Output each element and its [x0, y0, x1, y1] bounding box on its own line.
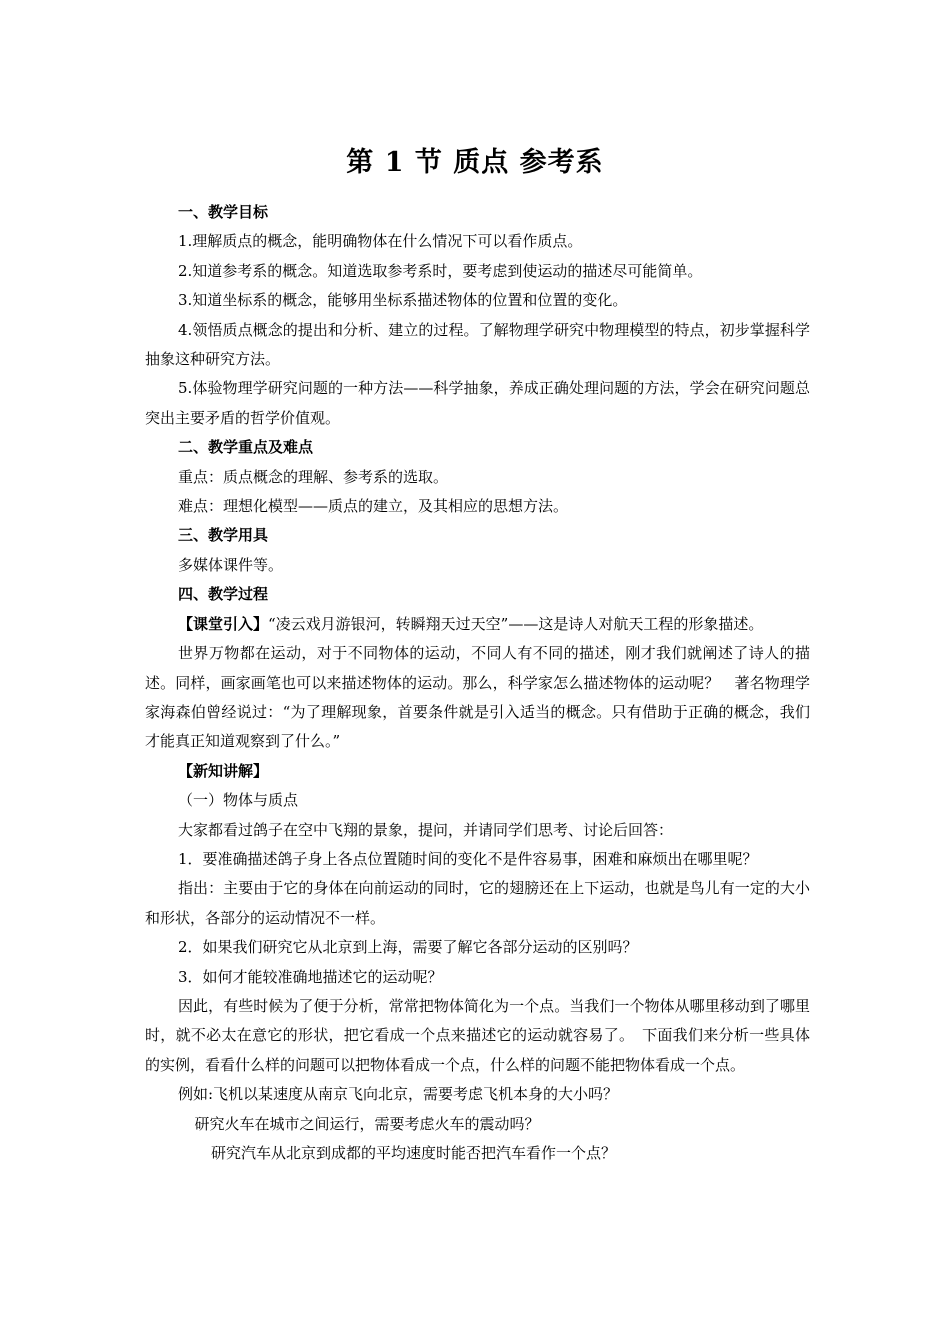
new-knowledge-label: 【新知讲解】 [178, 761, 269, 780]
page-title: 第 1 节 质点 参考系 [346, 147, 604, 178]
goal-item: 2.知道参考系的概念。知道选取参考系时，要考虑到使运动的描述尽可能简单。 [178, 261, 703, 280]
goals-heading: 一、教学目标 [178, 203, 269, 221]
example-item: 研究汽车从北京到成都的平均速度时能否把汽车看作一个点？ [211, 1144, 617, 1162]
difficult-point: 难点：理想化模型——质点的建立，及其相应的思想方法。 [178, 497, 569, 516]
paragraph: 世界万物都在运动，对于不同物体的运动，不同人有不同的描述，刚才我们就阐述了诗人的描述。同样，画家画笔也可以来描述物体的运动。那么，科学家怎么描述物体的运动呢？ 著名物理学家海森伯曾经说过：“为了理解现象，首要条件就是引入适当的概念。只有借助于正确的概念，我们才能真正知道观察到了什么。” [145, 644, 810, 751]
question-intro: 大家都看过鸽子在空中飞翔的景象，提问，并请同学们思考、讨论后回答： [178, 820, 674, 839]
key-point: 重点：质点概念的理解、参考系的选取。 [178, 467, 449, 486]
intro-paragraph [145, 610, 810, 639]
goal-item: 1.理解质点的概念，能明确物体在什么情况下可以看作质点。 [178, 232, 583, 251]
goal-item: 3.知道坐标系的概念，能够用坐标系描述物体的位置和位置的变化。 [178, 291, 628, 310]
paragraph: 因此，有些时候为了便于分析，常常把物体简化为一个点。当我们一个物体从哪里移动到了哪里时，就不必太在意它的形状，把它看成一个点来描述它的运动就容易了。 下面我们来分析一些具体的实例，看看什么样的问题可以把物体看成一个点，什么样的问题不能把物体看成一个点。 [145, 996, 810, 1074]
intro-text: “凌云戏月游银河，转瞬翔天过天空”——这是诗人对航天工程的形象描述。 [268, 614, 764, 633]
example-item: 研究火车在城市之间运行，需要考虑火车的震动吗？ [194, 1114, 540, 1133]
subsection-heading: （一）物体与质点 [178, 791, 299, 810]
goal-item: 4.领悟质点概念的提出和分析、建立的过程。了解物理学研究中物理模型的特点，初步掌握科学抽象这种研究方法。 [145, 320, 810, 369]
goal-item: 5.体验物理学研究问题的一种方法——科学抽象，养成正确处理问题的方法，学会在研究问题总突出主要矛盾的哲学价值观。 [145, 379, 810, 427]
question-item: 2．如果我们研究它从北京到上海，需要了解它各部分运动的区别吗？ [178, 938, 638, 957]
key-points-heading: 二、教学重点及难点 [178, 438, 314, 457]
example-item: 例如:飞机以某速度从南京飞向北京，需要考虑飞机本身的大小吗？ [178, 1085, 619, 1104]
question-item: 1．要准确描述鸽子身上各点位置随时间的变化不是件容易事，困难和麻烦出在哪里呢？ [178, 849, 758, 868]
intro-label: 【课堂引入】 [178, 614, 269, 633]
question-item: 3．如何才能较准确地描述它的运动呢？ [178, 967, 443, 986]
answer-text: 指出：主要由于它的身体在向前运动的同时，它的翅膀还在上下运动，也就是鸟儿有一定的大小和形状，各部分的运动情况不一样。 [145, 879, 810, 927]
document-body [145, 198, 810, 1168]
process-heading: 四、教学过程 [178, 585, 269, 604]
tools-text: 多媒体课件等。 [178, 555, 284, 574]
tools-heading: 三、教学用具 [178, 526, 269, 545]
